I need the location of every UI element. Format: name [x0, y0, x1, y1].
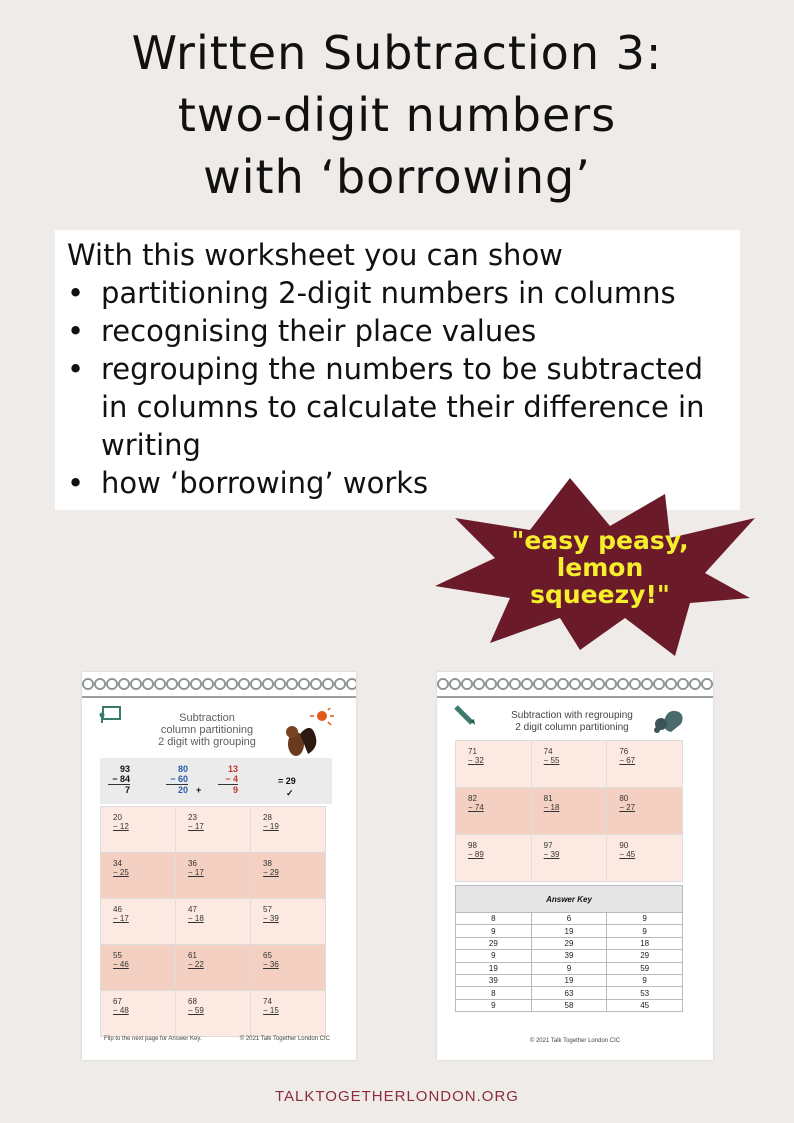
ws1-title-line-2: column partitioning: [160, 724, 254, 736]
problem-cell: 55 − 46: [101, 945, 176, 991]
info-intro: With this worksheet you can show: [67, 238, 563, 272]
example-value: − 60: [166, 774, 188, 785]
problem-cell: 71 − 32: [456, 741, 532, 788]
info-box: [55, 230, 740, 510]
info-bullet: • recognising their place values: [67, 312, 730, 350]
worksheet-1-copyright: © 2021 Talk Together London CIC: [239, 1036, 330, 1042]
site-url-link[interactable]: TALKTOGETHERLONDON.ORG: [275, 1088, 519, 1105]
example-value: 9: [232, 785, 238, 795]
table-row: [101, 991, 326, 1037]
problem-cell: 90 − 45: [607, 835, 683, 882]
table-row: [101, 853, 326, 899]
problem-grid-1: [100, 806, 326, 1037]
answer-cell: 45: [607, 999, 683, 1011]
answer-cell: 29: [531, 937, 607, 949]
answer-cell: 9: [531, 962, 607, 974]
table-row: [456, 950, 683, 962]
check-icon: ✓: [286, 788, 294, 798]
answer-cell: 19: [531, 925, 607, 937]
answer-cell: 19: [456, 962, 532, 974]
answer-cell: 58: [531, 999, 607, 1011]
table-row: [101, 899, 326, 945]
example-result: = 29: [278, 776, 296, 786]
pencil-icon: [453, 704, 477, 726]
answer-cell: 29: [607, 950, 683, 962]
answer-cell: 9: [456, 950, 532, 962]
badge-text: [490, 527, 710, 608]
example-column-2: [166, 764, 188, 795]
answer-key-table: [455, 885, 683, 1012]
problem-grid-2: [455, 740, 683, 882]
badge-line-2: lemon: [556, 553, 644, 582]
info-bullet: • partitioning 2-digit numbers in columns: [67, 274, 730, 312]
answer-cell: 59: [607, 962, 683, 974]
problem-cell: 38 − 29: [251, 853, 326, 899]
worksheet-preview-2: [437, 672, 713, 1060]
answer-cell: 53: [607, 987, 683, 999]
worksheet-2-title: [477, 710, 667, 734]
ws2-title-line-1: Subtraction with regrouping: [511, 710, 633, 721]
table-row: [456, 937, 683, 949]
table-row: [456, 788, 683, 835]
problem-cell: 61 − 22: [176, 945, 251, 991]
problem-cell: 74 − 15: [251, 991, 326, 1037]
answer-cell: 29: [456, 937, 532, 949]
problem-cell: 80 − 27: [607, 788, 683, 835]
problem-cell: 20 − 12: [101, 807, 176, 853]
problem-cell: 46 − 17: [101, 899, 176, 945]
answer-key-title: Answer Key: [456, 886, 683, 913]
answer-cell: 6: [531, 913, 607, 925]
problem-cell: 98 − 89: [456, 835, 532, 882]
example-value: − 4: [218, 774, 238, 785]
title-line-1: Written Subtraction 3:: [131, 26, 663, 80]
problem-cell: 74 − 55: [531, 741, 607, 788]
problem-cell: 36 − 17: [176, 853, 251, 899]
answer-cell: 9: [607, 925, 683, 937]
table-row: [456, 999, 683, 1011]
answer-cell: 39: [456, 974, 532, 986]
worksheet-1-footer-note: Flip to the next page for Answer Key.: [104, 1036, 202, 1042]
ws2-title-line-2: 2 digit column partitioning: [515, 722, 629, 733]
table-row: [456, 987, 683, 999]
example-value: 13: [227, 764, 238, 774]
table-row: [101, 807, 326, 853]
worksheet-2-copyright: © 2021 Talk Together London CIC: [529, 1038, 621, 1044]
title-line-2: two-digit numbers: [177, 88, 617, 142]
worksheet-preview-1: [82, 672, 356, 1060]
table-row: [456, 741, 683, 788]
title-line-3: with ‘borrowing’: [203, 150, 591, 204]
example-column-3: [218, 764, 238, 795]
example-column-1: [108, 764, 130, 795]
answer-cell: 9: [456, 925, 532, 937]
answer-cell: 9: [607, 974, 683, 986]
table-row: [456, 835, 683, 882]
example-value: 80: [177, 764, 188, 774]
table-row: [456, 962, 683, 974]
table-row: [456, 974, 683, 986]
skunk-icon: [282, 708, 338, 758]
table-row: [101, 945, 326, 991]
answer-cell: 19: [531, 974, 607, 986]
problem-cell: 97 − 39: [531, 835, 607, 882]
worksheet-1-title: [132, 712, 282, 748]
table-row: [456, 913, 683, 925]
spiral-binding: [82, 672, 356, 698]
info-bullet: • how ‘borrowing’ works: [67, 464, 730, 502]
ws1-title-line-1: Subtraction: [179, 712, 235, 724]
info-bullet-list: [67, 274, 730, 502]
problem-cell: 76 − 67: [607, 741, 683, 788]
badge-line-3: squeezy!": [530, 580, 670, 609]
badge-line-1: "easy peasy,: [511, 526, 689, 555]
worked-example: [100, 758, 332, 804]
answer-cell: 9: [456, 999, 532, 1011]
table-row: [456, 886, 683, 913]
ws1-title-line-3: 2 digit with grouping: [158, 736, 256, 748]
problem-cell: 68 − 59: [176, 991, 251, 1037]
table-row: [456, 925, 683, 937]
answer-cell: 9: [607, 913, 683, 925]
page-title: [0, 22, 794, 208]
problem-cell: 57 − 39: [251, 899, 326, 945]
example-plus: +: [196, 785, 202, 795]
answer-cell: 8: [456, 913, 532, 925]
example-value: 20: [177, 785, 188, 795]
answer-cell: 8: [456, 987, 532, 999]
board-icon: [98, 706, 122, 724]
info-bullet: • regrouping the numbers to be subtracted in columns to calculate their difference in writing: [67, 350, 730, 464]
problem-cell: 67 − 48: [101, 991, 176, 1037]
example-value: − 84: [108, 774, 130, 785]
spiral-binding: [437, 672, 713, 698]
squirrel-icon: [649, 704, 689, 734]
problem-cell: 23 − 17: [176, 807, 251, 853]
problem-cell: 28 − 19: [251, 807, 326, 853]
problem-cell: 47 − 18: [176, 899, 251, 945]
answer-cell: 39: [531, 950, 607, 962]
problem-cell: 65 − 36: [251, 945, 326, 991]
problem-cell: 81 − 18: [531, 788, 607, 835]
answer-cell: 18: [607, 937, 683, 949]
problem-cell: 34 − 25: [101, 853, 176, 899]
example-value: 93: [119, 764, 130, 774]
example-value: 7: [124, 785, 130, 795]
problem-cell: 82 − 74: [456, 788, 532, 835]
answer-cell: 63: [531, 987, 607, 999]
